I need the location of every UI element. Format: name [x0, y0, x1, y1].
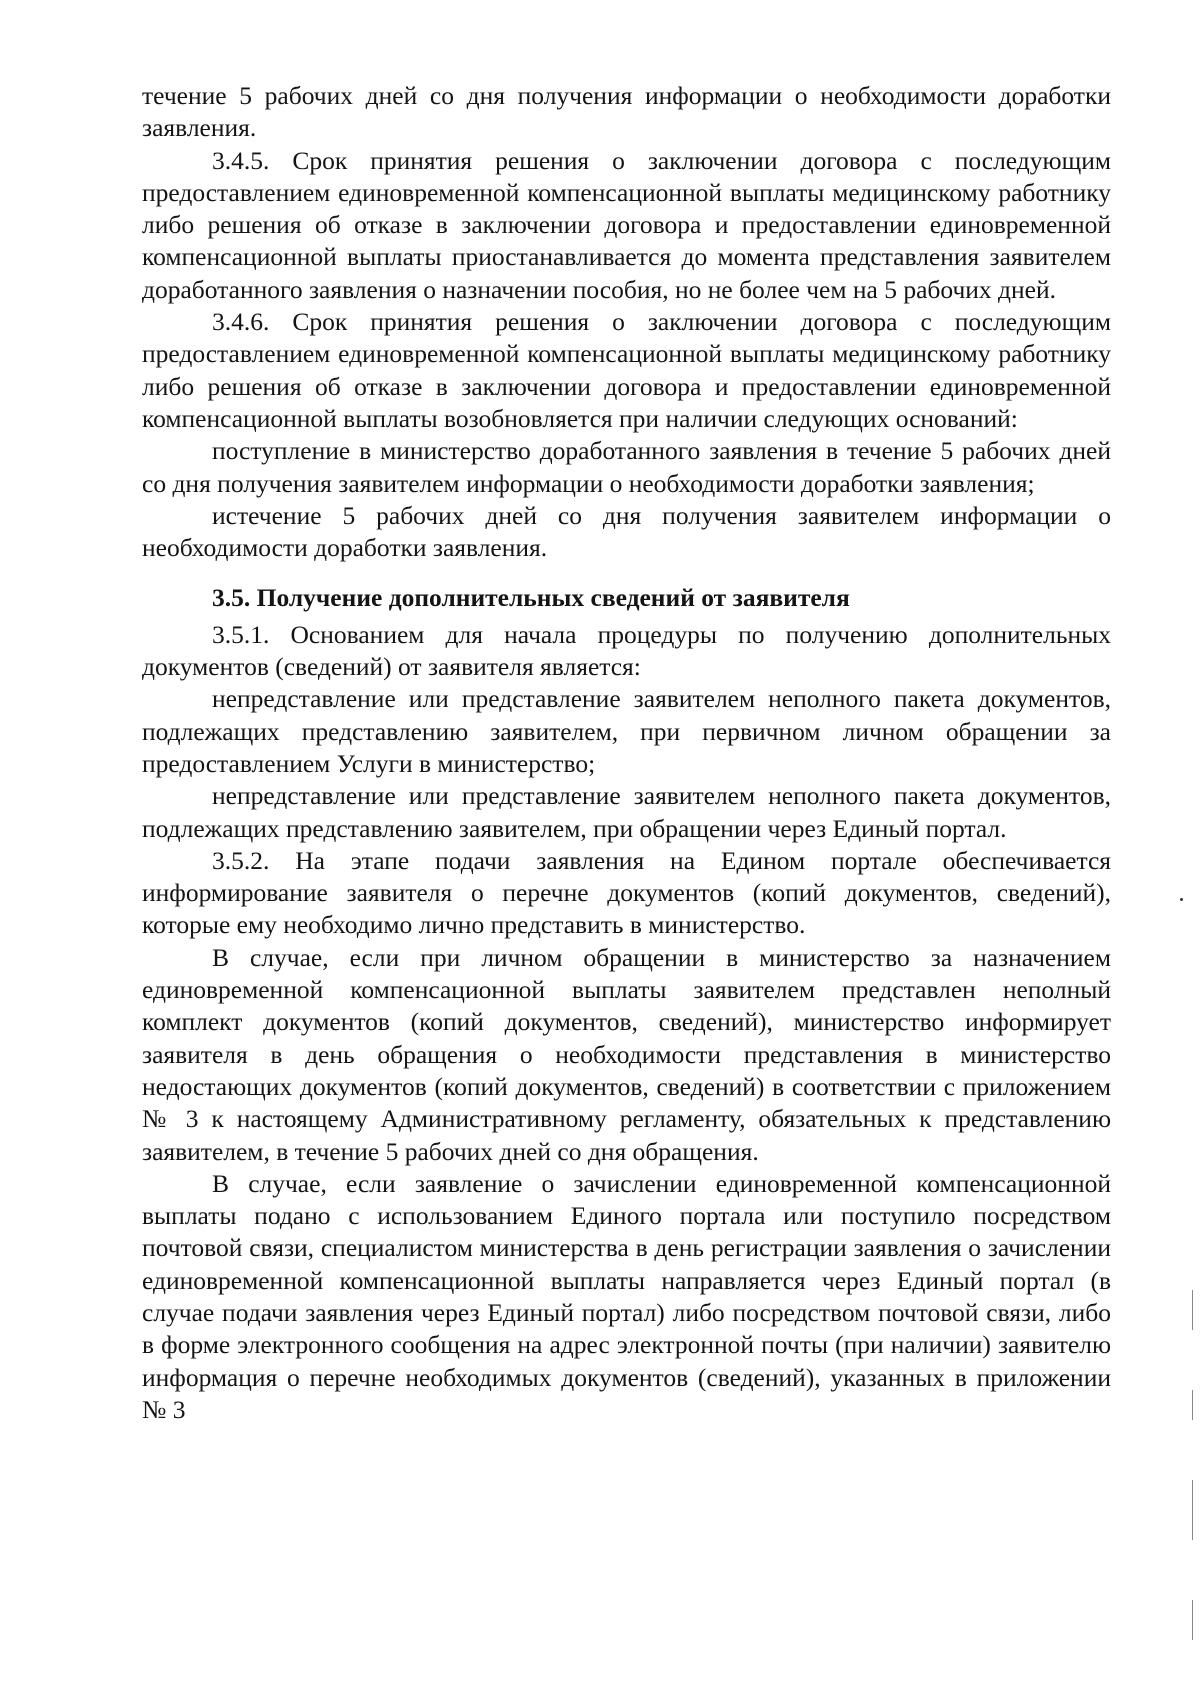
- paragraph-3-5-2: 3.5.2. На этапе подачи заявления на Едином портале обеспечивается информирование заявителя о перечне документов (копий документов, сведений), которые ему необходимо лично представить в министерство.: [142, 845, 1111, 940]
- paragraph-3-5-2-personal: В случае, если при личном обращении в министерство за назначением единовременной компенсационной выплаты заявителем представлен неполный комплект документов (копий документов, сведений), министерство информирует заявителя в день обращения о необходимости представления в министерство недостающих документов (копий документов, сведений) в соответствии с приложением № 3 к настоящему Административному регламенту, обязательных к представлению заявителем, в течение 5 рабочих дней со дня обращения.: [142, 942, 1111, 1166]
- paragraph-3-4-6-item-1: поступление в министерство доработанного заявления в течение 5 рабочих дней со дня получения заявителем информации о необходимости доработки заявления;: [142, 436, 1111, 498]
- document-page: [142, 80, 1111, 1426]
- paragraph-3-5-1: 3.5.1. Основанием для начала процедуры по получению дополнительных документов (сведений) от заявителя является:: [142, 619, 1111, 682]
- paragraph-3-5-1-item-2: непредставление или представление заявителем неполного пакета документов, подлежащих представлению заявителем, при обращении через Единый портал.: [142, 781, 1111, 843]
- scan-edge-mark: [1192, 1480, 1193, 1540]
- section-heading-3-5: 3.5. Получение дополнительных сведений от заявителя: [212, 583, 850, 613]
- paragraph-3-4-6-item-2: истечение 5 рабочих дней со дня получения заявителем информации о необходимости доработки заявления.: [142, 500, 1111, 563]
- paragraph-continuation: течение 5 рабочих дней со дня получения информации о необходимости доработки заявления.: [142, 81, 1111, 143]
- scan-speck: [1180, 898, 1183, 901]
- paragraph-3-5-2-portal: В случае, если заявление о зачислении единовременной компенсационной выплаты подано с использованием Единого портала или поступило посредством почтовой связи, специалистом министерства в день регистрации заявления о зачислении единовременной компенсационной выплаты направляется через Единый портал (в случае подачи заявления через Единый портал) либо посредством почтовой связи, либо в форме электронного сообщения на адрес электронной почты (при наличии) заявителю информация о перечне необходимых документов (сведений), указанных в приложении № 3: [142, 1168, 1111, 1424]
- scan-edge-mark: [1192, 1390, 1193, 1420]
- paragraph-3-5-1-item-1: непредставление или представление заявителем неполного пакета документов, подлежащих представлению заявителем, при первичном личном обращении за предоставлением Услуги в министерство;: [142, 684, 1111, 778]
- paragraph-3-4-6: 3.4.6. Срок принятия решения о заключении договора с последующим предоставлением единовременной компенсационной выплаты медицинскому работнику либо решения об отказе в заключении договора и предоставлении единовременной компенсационной выплаты возобновляется при наличии следующих оснований:: [142, 307, 1111, 433]
- paragraph-3-4-5: 3.4.5. Срок принятия решения о заключении договора с последующим предоставлением единовременной компенсационной выплаты медицинскому работнику либо решения об отказе в заключении договора и предоставлении единовременной компенсационной выплаты приостанавливается до момента представления заявителем доработанного заявления о назначении пособия, но не более чем на 5 рабочих дней.: [142, 145, 1111, 304]
- scan-edge-mark: [1192, 1290, 1193, 1330]
- scan-edge-mark: [1192, 1600, 1193, 1640]
